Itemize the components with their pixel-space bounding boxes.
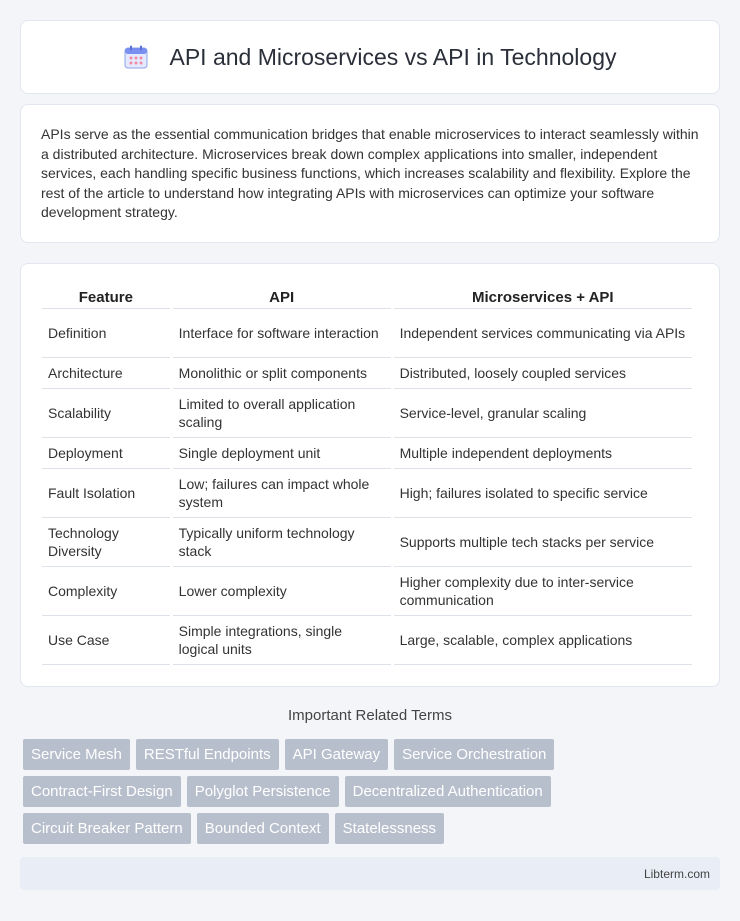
- table-cell: Single deployment unit: [173, 438, 391, 469]
- table-cell: Technology Diversity: [42, 518, 170, 567]
- table-cell: Definition: [42, 309, 170, 358]
- tag-bounded-context[interactable]: Bounded Context: [197, 813, 329, 844]
- title-card: [20, 20, 720, 94]
- tag-decentralized-authentication[interactable]: Decentralized Authentication: [345, 776, 551, 807]
- tag-polyglot-persistence[interactable]: Polyglot Persistence: [187, 776, 339, 807]
- comparison-table: [39, 284, 695, 665]
- table-cell: Independent services communicating via APIs: [394, 309, 692, 358]
- tag-statelessness[interactable]: Statelessness: [335, 813, 444, 844]
- table-cell: High; failures isolated to specific service: [394, 469, 692, 518]
- tag-row: [23, 776, 723, 807]
- tag-service-orchestration[interactable]: Service Orchestration: [394, 739, 554, 770]
- table-cell: Scalability: [42, 389, 170, 438]
- tag-circuit-breaker-pattern[interactable]: Circuit Breaker Pattern: [23, 813, 191, 844]
- tag-restful-endpoints[interactable]: RESTful Endpoints: [136, 739, 279, 770]
- table-cell: Supports multiple tech stacks per service: [394, 518, 692, 567]
- table-row: [42, 389, 692, 438]
- tag-row: [23, 739, 723, 770]
- table-cell: Multiple independent deployments: [394, 438, 692, 469]
- comparison-card: [20, 263, 720, 687]
- page-title: API and Microservices vs API in Technology: [169, 43, 617, 70]
- footer-site[interactable]: Libterm.com: [643, 866, 710, 881]
- table-cell: Distributed, loosely coupled services: [394, 358, 692, 389]
- table-cell: Monolithic or split components: [173, 358, 391, 389]
- table-cell: Limited to overall application scaling: [173, 389, 391, 438]
- tag-api-gateway[interactable]: API Gateway: [285, 739, 389, 770]
- table-cell: Simple integrations, single logical units: [173, 616, 391, 665]
- table-cell: Use Case: [42, 616, 170, 665]
- table-row: [42, 518, 692, 567]
- table-cell: Deployment: [42, 438, 170, 469]
- table-row: [42, 358, 692, 389]
- table-row: [42, 469, 692, 518]
- related-terms: [23, 739, 723, 850]
- tag-service-mesh[interactable]: Service Mesh: [23, 739, 130, 770]
- table-cell: Architecture: [42, 358, 170, 389]
- table-cell: Typically uniform technology stack: [173, 518, 391, 567]
- tag-row: [23, 813, 723, 844]
- header-api: API: [173, 284, 391, 309]
- footer: [20, 857, 720, 890]
- table-cell: Service-level, granular scaling: [394, 389, 692, 438]
- tag-contract-first-design[interactable]: Contract-First Design: [23, 776, 181, 807]
- table-cell: Low; failures can impact whole system: [173, 469, 391, 518]
- intro-text: APIs serve as the essential communication bridges that enable microservices to interact seamlessly within a distributed architecture. Microservices break down complex applications into smaller, independent services, each handling specific business functions, which increases scalability and flexibility. Explore the rest of the article to understand how integrating APIs with microservices can optimize your software development strategy.: [41, 126, 699, 220]
- table-cell: Large, scalable, complex applications: [394, 616, 692, 665]
- table-row: [42, 438, 692, 469]
- table-cell: Lower complexity: [173, 567, 391, 616]
- header-feature: Feature: [42, 284, 170, 309]
- table-cell: Interface for software interaction: [173, 309, 391, 358]
- related-terms-title: Important Related Terms: [288, 707, 452, 724]
- table-row: [42, 567, 692, 616]
- table-cell: Fault Isolation: [42, 469, 170, 518]
- table-header-row: [42, 284, 692, 309]
- intro-card: [20, 104, 720, 243]
- header-microservices-api: Microservices + API: [394, 284, 692, 309]
- table-row: [42, 309, 692, 358]
- table-cell: Complexity: [42, 567, 170, 616]
- calendar-icon: [123, 44, 149, 70]
- table-cell: Higher complexity due to inter-service communication: [394, 567, 692, 616]
- table-row: [42, 616, 692, 665]
